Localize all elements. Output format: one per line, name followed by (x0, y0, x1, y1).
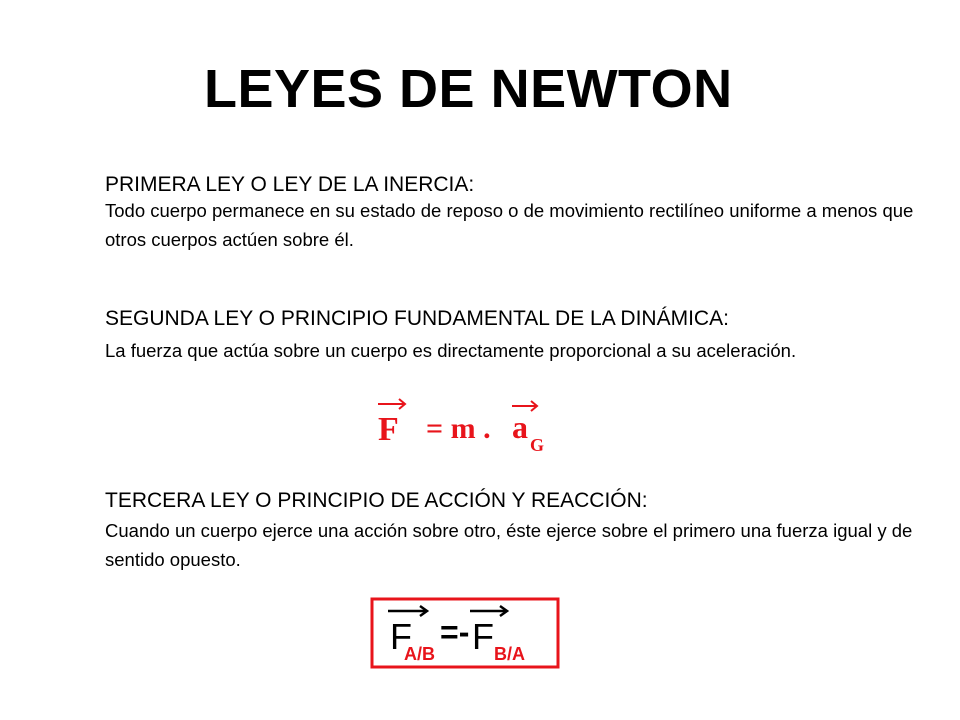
formula-equals: = m . (426, 412, 491, 445)
third-law-formula (370, 597, 560, 669)
page-title: LEYES DE NEWTON (204, 59, 733, 119)
second-law-text: La fuerza que actúa sobre un cuerpo es directamente proporcional a su aceleración. (105, 340, 797, 361)
formula-operator: =- (440, 614, 470, 650)
formula-accel-subscript: G (530, 435, 545, 455)
first-law-text: Todo cuerpo permanece en su estado de reposo o de movimiento rectilíneo uniforme a menos que otros cuerpos actúen sobre él. (105, 200, 914, 250)
formula-force-right: F (472, 616, 494, 657)
formula-accel: a (512, 409, 528, 445)
formula-force-left: F (390, 616, 412, 657)
first-law-heading: PRIMERA LEY O LEY DE LA INERCIA: (105, 173, 475, 196)
third-law-heading: TERCERA LEY O PRINCIPIO DE ACCIÓN Y REACCIÓN: (105, 489, 648, 512)
formula-subscript-right: B/A (494, 644, 525, 664)
formula-force: F (378, 411, 399, 448)
third-law-text: Cuando un cuerpo ejerce una acción sobre otro, éste ejerce sobre el primero una fuerza igual y de sentido opuesto. (105, 520, 913, 570)
formula-subscript-left: A/B (404, 644, 435, 664)
vector-arrow-icon (378, 399, 405, 409)
second-law-heading: SEGUNDA LEY O PRINCIPIO FUNDAMENTAL DE LA DINÁMICA: (105, 307, 729, 330)
second-law-formula (370, 396, 560, 458)
